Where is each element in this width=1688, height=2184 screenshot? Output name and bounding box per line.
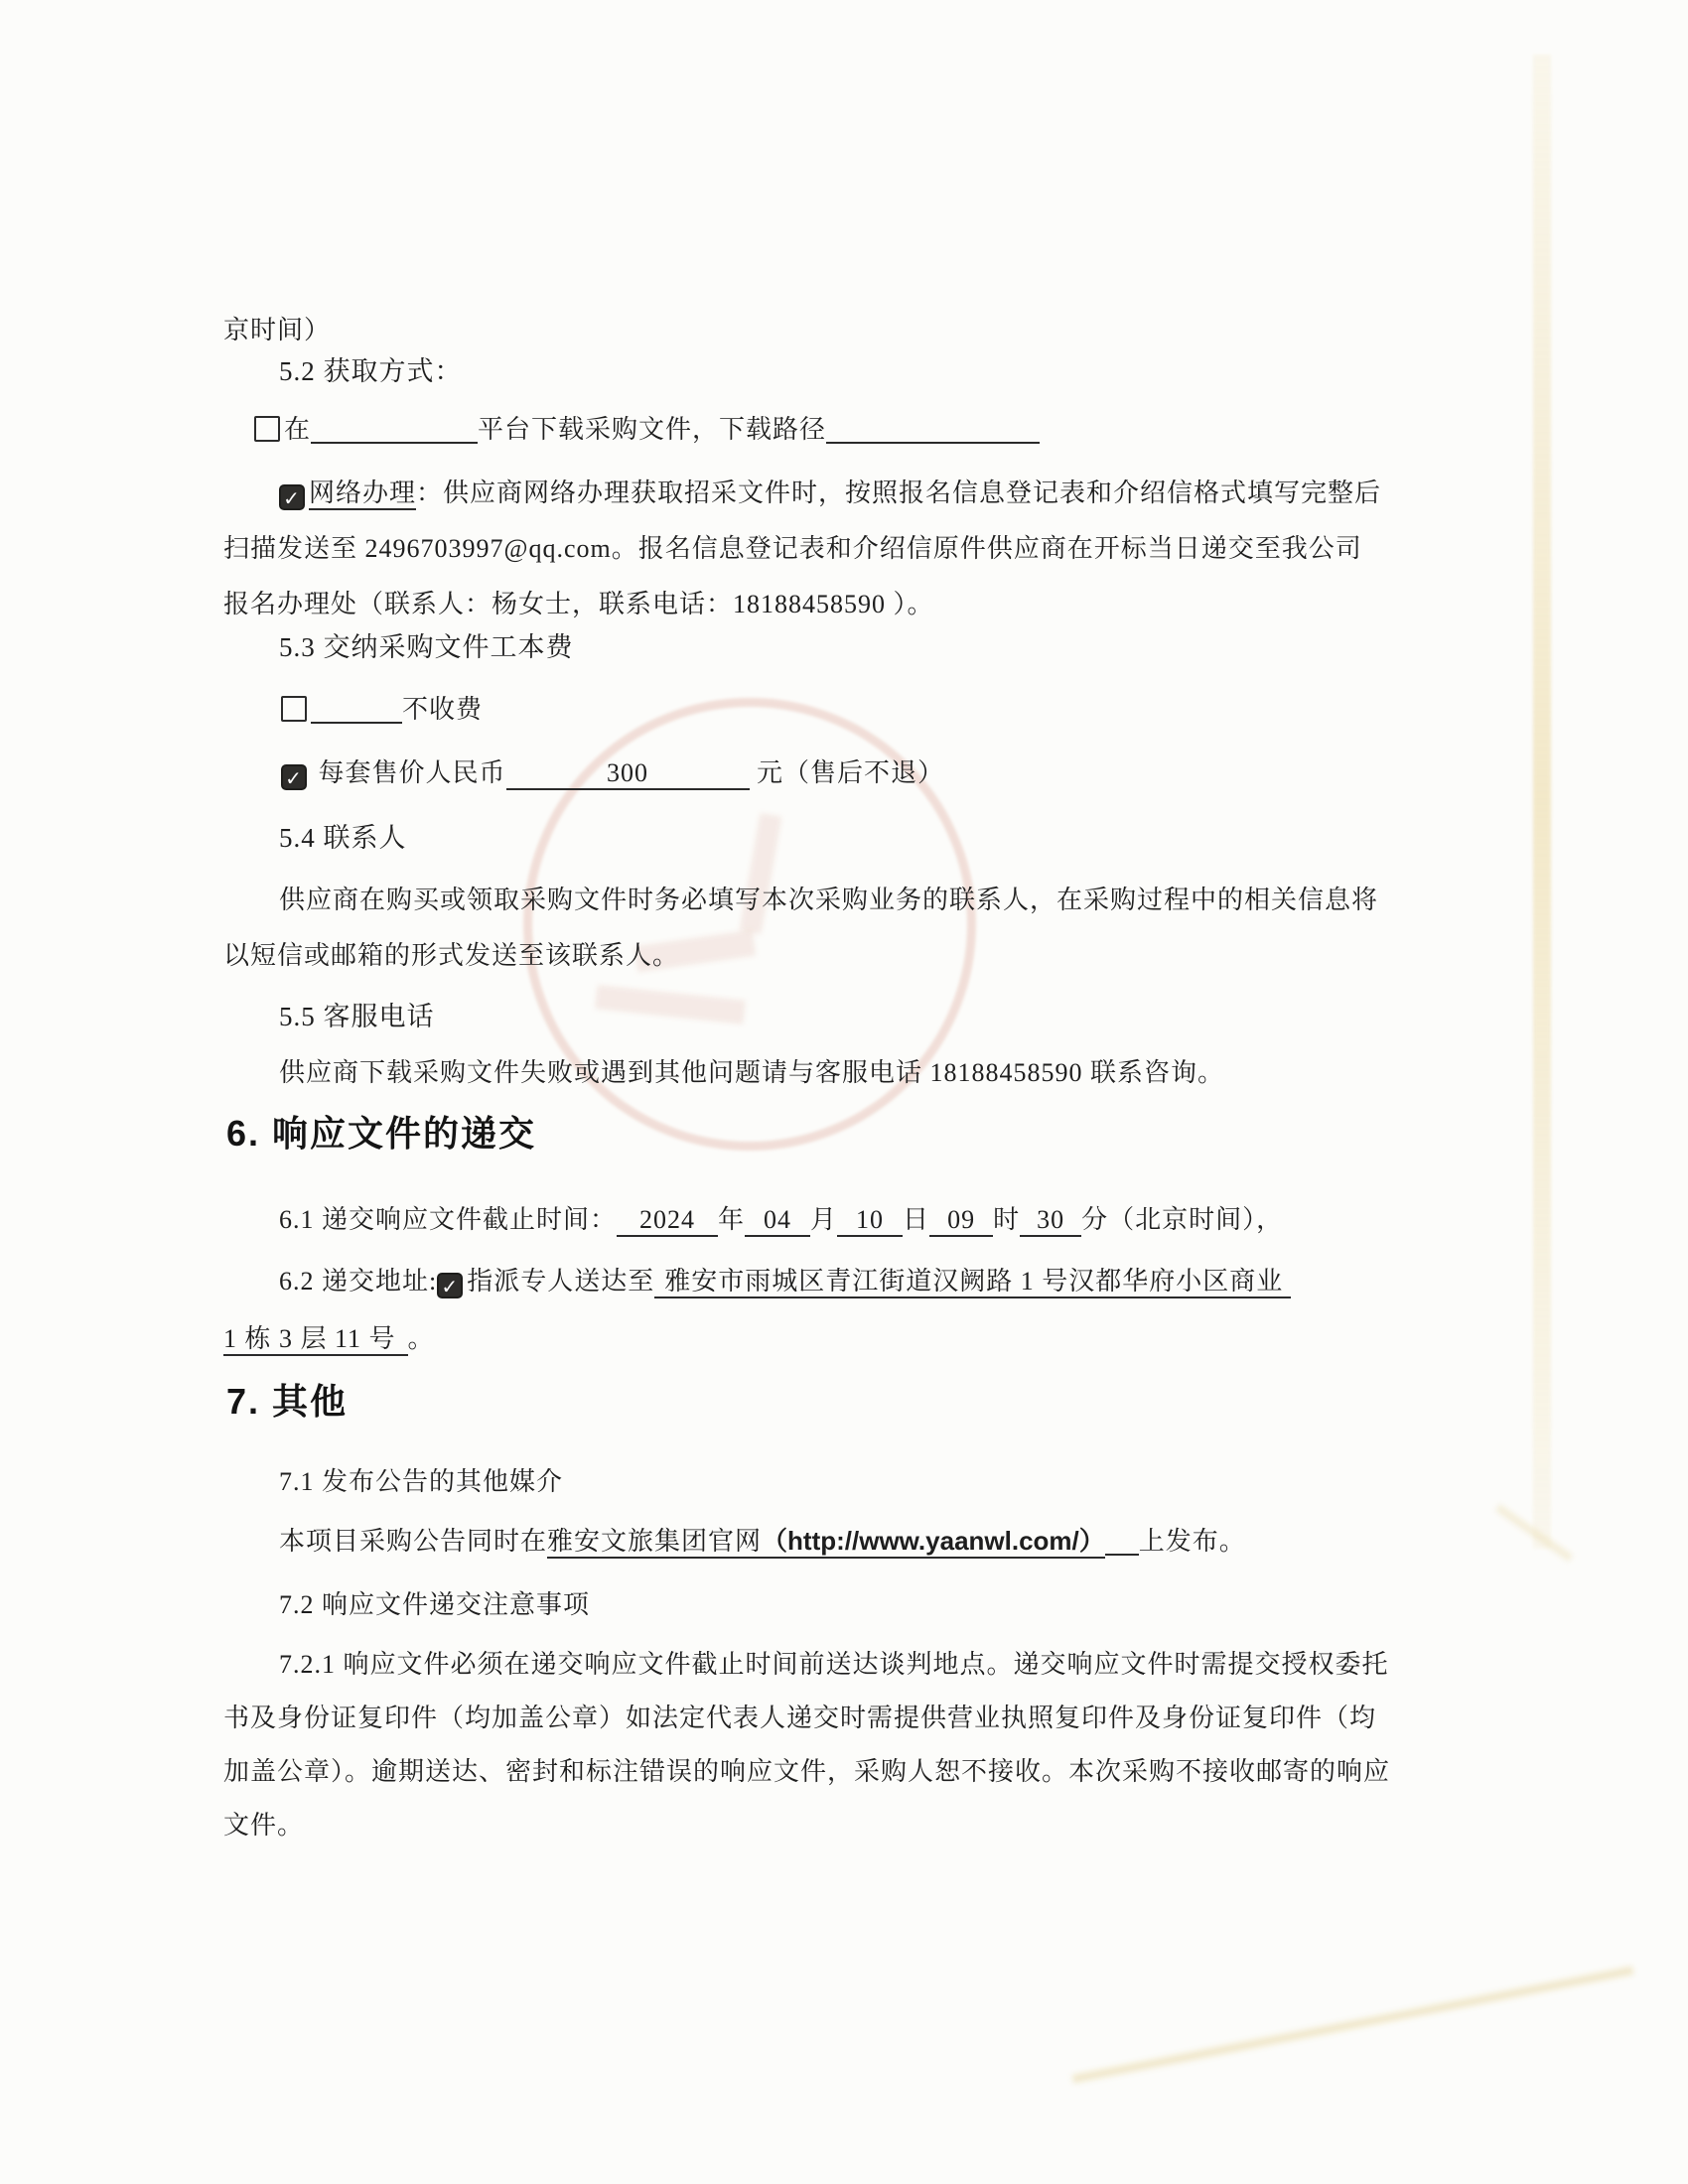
fee-option: ✓ 每套售价人民币 300 元（售后不退）	[281, 752, 944, 790]
address-line1: 6.2 递交地址: ✓ 指派专人送达至 雅安市雨城区青江街道汉阙路 1 号汉都华府小区商业	[279, 1261, 1291, 1298]
section-5-4-heading: 5.4 联系人	[279, 823, 407, 853]
service-phone-line: 供应商下载采购文件失败或遇到其他问题请与客服电话 18188458590 联系咨询。	[279, 1058, 1225, 1087]
deadline-hour: 09	[929, 1205, 993, 1237]
address-line2: 1 栋 3 层 11 号 。	[223, 1318, 435, 1355]
no-fee-option: 不收费	[281, 689, 483, 726]
deadline-line: 6.1 递交响应文件截止时间： 2024 年 04 月 10 日 09 时 30 分（北京时间），	[279, 1199, 1283, 1237]
online-option-line1: ✓ 网络办理：供应商网络办理获取招采文件时，按照报名信息登记表和介绍信格式填写完整后	[279, 473, 1381, 510]
delivery-address-part2: 1 栋 3 层 11 号	[223, 1324, 408, 1356]
section-7-2-heading: 7.2 响应文件递交注意事项	[279, 1590, 591, 1619]
section-6-heading: 6. 响应文件的递交	[226, 1113, 537, 1154]
blank-underline	[826, 412, 1040, 444]
online-option-line2: 扫描发送至 2496703997@qq.com。报名信息登记表和介绍信原件供应商在开标当日递交至我公司	[223, 534, 1362, 563]
deadline-day: 10	[837, 1205, 903, 1237]
checked-checkbox-icon: ✓	[437, 1273, 463, 1298]
contact-para-line2: 以短信或邮箱的形式发送至该联系人。	[223, 941, 680, 970]
official-site-link-text: 雅安文旅集团官网（http://www.yaanwl.com/）	[547, 1527, 1105, 1559]
notes-para-line2: 书及身份证复印件（均加盖公章）如法定代表人递交时需提供营业执照复印件及身份证复印件（均	[223, 1704, 1377, 1732]
section-5-3-heading: 5.3 交纳采购文件工本费	[279, 632, 574, 662]
notes-para-line3: 加盖公章）。逾期送达、密封和标注错误的响应文件，采购人恕不接收。本次采购不接收邮寄的响应	[223, 1757, 1391, 1786]
section-5-5-heading: 5.5 客服电话	[279, 1002, 435, 1031]
unchecked-checkbox-icon	[281, 696, 307, 722]
announcement-media-line: 本项目采购公告同时在雅安文旅集团官网（http://www.yaanwl.com/） 上发布。	[279, 1521, 1246, 1558]
official-site-url: （http://www.yaanwl.com/）	[762, 1526, 1105, 1556]
paper-edge-shadow	[1533, 55, 1551, 1549]
section-5-2-heading: 5.2 获取方式：	[279, 356, 463, 386]
platform-download-option: 在 平台下载采购文件，下载路径	[254, 409, 1040, 446]
notes-para-line4: 文件。	[223, 1811, 305, 1840]
checked-checkbox-icon: ✓	[281, 764, 307, 790]
section-7-1-heading: 7.1 发布公告的其他媒介	[279, 1467, 564, 1496]
fee-amount-value: 300	[506, 758, 750, 790]
unchecked-checkbox-icon	[254, 416, 280, 442]
delivery-address-part1: 雅安市雨城区青江街道汉阙路 1 号汉都华府小区商业	[654, 1267, 1291, 1298]
blank-underline	[311, 692, 402, 724]
contact-para-line1: 供应商在购买或领取采购文件时务必填写本次采购业务的联系人，在采购过程中的相关信息将	[279, 886, 1379, 914]
notes-para-line1: 7.2.1 响应文件必须在递交响应文件截止时间前送达谈判地点。递交响应文件时需提交授权委托	[279, 1650, 1389, 1679]
online-option-label: 网络办理	[309, 478, 416, 510]
checked-checkbox-icon: ✓	[279, 484, 305, 510]
deadline-month: 04	[745, 1205, 810, 1237]
paper-edge-shadow	[1071, 1966, 1633, 2084]
deadline-minute: 30	[1020, 1205, 1081, 1237]
blank-underline	[311, 412, 478, 444]
online-option-line3: 报名办理处（联系人：杨女士，联系电话：18188458590 ）。	[223, 590, 934, 618]
carryover-text: 京时间）	[223, 316, 332, 344]
section-7-heading: 7. 其他	[226, 1381, 349, 1422]
blank-underline	[1105, 1528, 1139, 1556]
deadline-year: 2024	[617, 1205, 718, 1237]
